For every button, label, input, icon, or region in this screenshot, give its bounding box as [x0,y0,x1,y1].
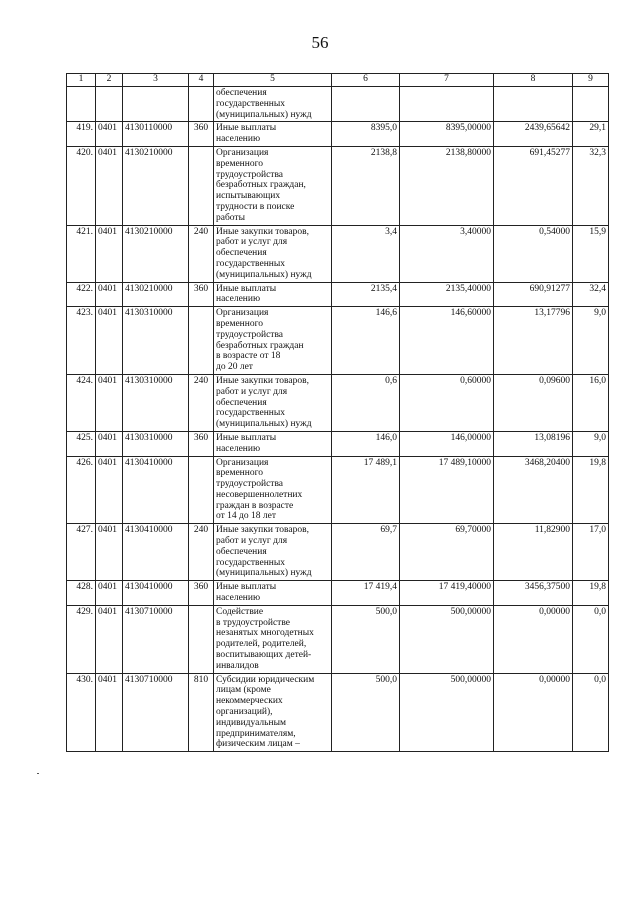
percent-executed-cell: 17,0 [573,524,609,581]
target-article-cell: 4130410000 [123,456,189,524]
row-number-cell: 429. [67,605,96,673]
section-code-cell: 0401 [96,581,123,606]
name-line: (муниципальных) нужд [216,109,312,120]
name-line: населению [216,294,261,305]
section-code-cell: 0401 [96,225,123,282]
table-header-row [67,74,609,87]
expense-type-cell [189,307,214,375]
executed-amount-cell: 13,08196 [494,431,573,456]
name-line: граждан в возрасте [216,500,294,511]
executed-amount-cell: 0,09600 [494,374,573,431]
carryover-name-cell [214,87,332,122]
percent-executed-cell: 9,0 [573,307,609,375]
name-line: трудоустройства [216,479,284,490]
name-line: работ и услуг для [216,237,288,248]
name-line: незанятых многодетных [216,628,314,639]
name-line: трудоустройства [216,169,284,180]
name-line: Организация [216,147,269,158]
column-header: 4 [189,74,214,87]
column-header: 7 [400,74,494,87]
executed-amount-cell: 0,00000 [494,673,573,752]
name-line: Иные выплаты [216,582,277,593]
section-code-cell: 0401 [96,605,123,673]
approved-amount-cell: 500,0 [332,605,400,673]
name-line: государственных [216,408,286,419]
name-line: (муниципальных) нужд [216,568,312,579]
name-line: до 20 лет [216,362,253,373]
table-row [67,524,609,581]
carryover-row [67,87,609,122]
approved-amount-cell: 17 419,4 [332,581,400,606]
section-code-cell: 0401 [96,282,123,307]
table-row [67,605,609,673]
name-line: безработных граждан, [216,180,306,191]
name-line: населению [216,134,261,145]
target-article-cell: 4130410000 [123,581,189,606]
name-line: работ и услуг для [216,536,288,547]
section-code-cell: 0401 [96,146,123,225]
name-cell [214,673,332,752]
percent-executed-cell: 32,4 [573,282,609,307]
name-cell [214,374,332,431]
percent-executed-cell: 19,8 [573,456,609,524]
approved-amount-cell: 2135,4 [332,282,400,307]
row-number-cell: 425. [67,431,96,456]
name-line: лицам (кроме [216,685,271,696]
approved-amount-cell: 146,6 [332,307,400,375]
executed-amount-cell: 13,17796 [494,307,573,375]
budget-amount-cell: 69,70000 [400,524,494,581]
name-line: населению [216,443,261,454]
row-number-cell: 422. [67,282,96,307]
name-line: испытывающих [216,191,281,202]
column-header: 3 [123,74,189,87]
table-row [67,431,609,456]
row-number-cell: 428. [67,581,96,606]
name-line: обеспечения [216,397,267,408]
name-line: родителей, родителей, [216,639,307,650]
target-article-cell: 4130210000 [123,282,189,307]
name-cell [214,282,332,307]
expense-type-cell [189,456,214,524]
budget-amount-cell: 500,00000 [400,673,494,752]
table-row [67,673,609,752]
name-line: Иные выплаты [216,283,277,294]
name-line: обеспечения [216,248,267,259]
expense-type-cell [189,146,214,225]
expense-type-cell: 240 [189,225,214,282]
row-number-cell: 420. [67,146,96,225]
name-line: физическим лицам – [216,739,300,750]
column-header: 8 [494,74,573,87]
percent-executed-cell: 0,0 [573,673,609,752]
table-row [67,581,609,606]
page-number: 56 [311,33,329,52]
percent-executed-cell: 29,1 [573,122,609,147]
table-row [67,122,609,147]
name-line: инвалидов [216,660,259,671]
budget-amount-cell: 500,00000 [400,605,494,673]
approved-amount-cell: 3,4 [332,225,400,282]
column-header: 1 [67,74,96,87]
name-line: Иные выплаты [216,123,277,134]
target-article-cell: 4130310000 [123,431,189,456]
approved-amount-cell: 69,7 [332,524,400,581]
name-line: безработных граждан [216,340,304,351]
name-line: воспитывающих детей- [216,650,312,661]
budget-amount-cell: 17 419,40000 [400,581,494,606]
budget-table [66,73,609,752]
budget-amount-cell: 2135,40000 [400,282,494,307]
table-row [67,282,609,307]
executed-amount-cell: 2439,65642 [494,122,573,147]
row-number-cell: 426. [67,456,96,524]
approved-amount-cell: 500,0 [332,673,400,752]
name-cell [214,307,332,375]
target-article-cell: 4130710000 [123,673,189,752]
name-line: работы [216,212,245,223]
executed-amount-cell: 0,00000 [494,605,573,673]
name-line: населению [216,593,261,604]
name-line: обеспечения [216,546,267,557]
name-line: Иные закупки товаров, [216,525,309,536]
budget-amount-cell: 146,60000 [400,307,494,375]
name-line: от 14 до 18 лет [216,511,276,522]
expense-type-cell [189,605,214,673]
name-line: временного [216,158,264,169]
expense-type-cell: 360 [189,431,214,456]
section-code-cell: 0401 [96,122,123,147]
column-header: 9 [573,74,609,87]
name-line: Организация [216,308,269,319]
approved-amount-cell: 17 489,1 [332,456,400,524]
name-line: работ и услуг для [216,386,288,397]
target-article-cell: 4130110000 [123,122,189,147]
name-line: Иные выплаты [216,432,277,443]
executed-amount-cell: 3456,37500 [494,581,573,606]
name-line: государственных [216,557,286,568]
name-line: Содействие [216,606,264,617]
table-row [67,225,609,282]
name-line: в трудоустройстве [216,617,290,628]
approved-amount-cell: 146,0 [332,431,400,456]
row-number-cell: 427. [67,524,96,581]
expense-type-cell: 360 [189,581,214,606]
name-cell [214,605,332,673]
budget-amount-cell: 17 489,10000 [400,456,494,524]
target-article-cell: 4130310000 [123,307,189,375]
section-code-cell: 0401 [96,673,123,752]
name-cell [214,581,332,606]
column-header: 6 [332,74,400,87]
name-line: Организация [216,457,269,468]
name-line: несовершеннолетних [216,489,303,500]
name-line: предпринимателям, [216,728,296,739]
executed-amount-cell: 0,54000 [494,225,573,282]
name-line: (муниципальных) нужд [216,419,312,430]
name-line: Иные закупки товаров, [216,375,309,386]
section-code-cell: 0401 [96,524,123,581]
expense-type-cell: 240 [189,524,214,581]
name-cell [214,456,332,524]
name-cell [214,431,332,456]
percent-executed-cell: 32,3 [573,146,609,225]
column-header: 2 [96,74,123,87]
name-line: временного [216,318,264,329]
scan-speck [37,773,39,774]
name-line: в возрасте от 18 [216,351,281,362]
table-row [67,456,609,524]
section-code-cell: 0401 [96,307,123,375]
name-line: временного [216,468,264,479]
budget-amount-cell: 146,00000 [400,431,494,456]
executed-amount-cell: 11,82900 [494,524,573,581]
name-line: индивидуальным [216,717,286,728]
table-row [67,307,609,375]
percent-executed-cell: 16,0 [573,374,609,431]
budget-amount-cell: 2138,80000 [400,146,494,225]
approved-amount-cell: 2138,8 [332,146,400,225]
name-line: трудности в поиске [216,201,295,212]
percent-executed-cell: 0,0 [573,605,609,673]
name-line: организаций), [216,707,273,718]
percent-executed-cell: 19,8 [573,581,609,606]
approved-amount-cell: 8395,0 [332,122,400,147]
target-article-cell: 4130410000 [123,524,189,581]
budget-amount-cell: 0,60000 [400,374,494,431]
expense-type-cell: 240 [189,374,214,431]
name-line: трудоустройства [216,329,284,340]
name-line: (муниципальных) нужд [216,269,312,280]
table-row [67,374,609,431]
approved-amount-cell: 0,6 [332,374,400,431]
name-line: Субсидии юридическим [216,674,315,685]
budget-amount-cell: 3,40000 [400,225,494,282]
name-cell [214,146,332,225]
row-number-cell: 424. [67,374,96,431]
column-header: 5 [214,74,332,87]
percent-executed-cell: 9,0 [573,431,609,456]
executed-amount-cell: 690,91277 [494,282,573,307]
target-article-cell: 4130310000 [123,374,189,431]
name-line: обеспечения [216,88,267,98]
executed-amount-cell: 3468,20400 [494,456,573,524]
section-code-cell: 0401 [96,456,123,524]
budget-amount-cell: 8395,00000 [400,122,494,147]
name-line: Иные закупки товаров, [216,226,309,237]
target-article-cell: 4130710000 [123,605,189,673]
name-line: государственных [216,98,286,109]
name-cell [214,524,332,581]
row-number-cell: 430. [67,673,96,752]
row-number-cell: 419. [67,122,96,147]
expense-type-cell: 360 [189,282,214,307]
name-cell [214,122,332,147]
executed-amount-cell: 691,45277 [494,146,573,225]
row-number-cell: 421. [67,225,96,282]
target-article-cell: 4130210000 [123,225,189,282]
percent-executed-cell: 15,9 [573,225,609,282]
name-cell [214,225,332,282]
target-article-cell: 4130210000 [123,146,189,225]
row-number-cell: 423. [67,307,96,375]
expense-type-cell: 810 [189,673,214,752]
table-row [67,146,609,225]
name-line: государственных [216,258,286,269]
expense-type-cell: 360 [189,122,214,147]
section-code-cell: 0401 [96,431,123,456]
name-line: некоммерческих [216,696,283,707]
section-code-cell: 0401 [96,374,123,431]
